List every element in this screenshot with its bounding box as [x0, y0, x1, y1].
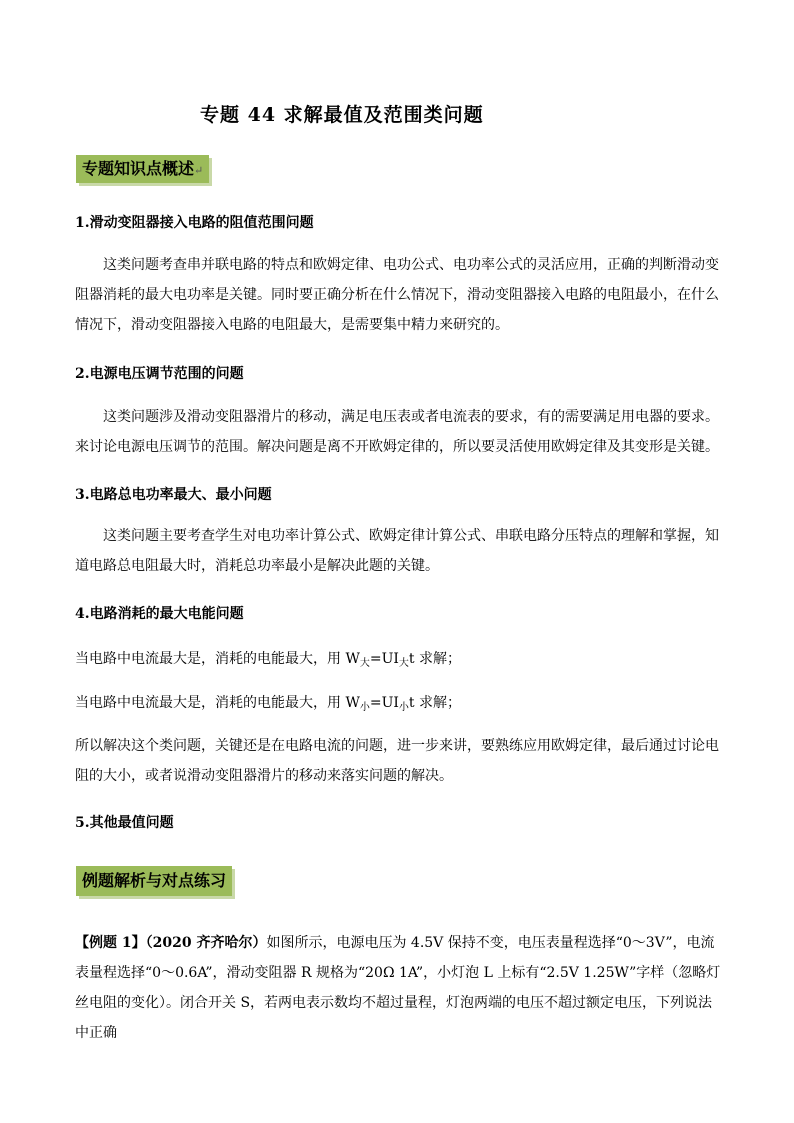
paragraph-4: 所以解决这个类问题，关键还是在电路电流的问题，进一步来讲，要熟练应用欧姆定律，最后通过讨论电阻的大小，或者说滑动变阻器滑片的移动来落实问题的解决。	[75, 738, 719, 784]
section-banner-overview	[76, 155, 209, 183]
formula-line-max	[75, 648, 461, 669]
paragraph-1: 这类问题考查串并联电路的特点和欧姆定律、电功公式、电功率公式的灵活应用，正确的判断滑动变阻器消耗的最大电功率是关键。同时要正确分析在什么情况下，滑动变阻器接入电路的电阻最小，在什么情况下，滑动变阻器接入电路的电阻最大，是需要集中精力来研究的。	[75, 257, 719, 333]
example-1	[75, 928, 725, 1048]
paragraph-3: 这类问题主要考查学生对电功率计算公式、欧姆定律计算公式、串联电路分压特点的理解和掌握，知道电路总电阻最大时，消耗总功率最小是解决此题的关键。	[75, 528, 719, 574]
heading-5: 5.其他最值问题	[75, 815, 174, 831]
example-source: （2020 齐齐哈尔）	[145, 935, 267, 951]
subscript: 小	[398, 702, 409, 713]
heading-3: 3.电路总电功率最大、最小问题	[75, 487, 272, 503]
page-title: 专题 44 求解最值及范围类问题	[200, 104, 484, 126]
banner-label: 专题知识点概述	[82, 159, 195, 178]
formula-text: =UI	[369, 651, 399, 667]
example-text: 如图所示，电源电压为 4.5V 保持不变，电压表量程选择“0～3V”，电流表量程选择“0～0.6A”，滑动变阻器 R 规格为“20Ω 1A”，小灯泡 L 上标有“2.5V 1.25W”字样（忽略灯丝电阻的变化）。闭合开关 S，若两电表示数均不超过量程，灯泡两端的电压不超过额定电压，下列说法中正确	[75, 935, 721, 1041]
subscript: 小	[359, 702, 370, 713]
formula-text: t 求解；	[408, 651, 461, 667]
subscript: 大	[359, 658, 370, 669]
paragraph-2: 这类问题涉及滑动变阻器滑片的移动，满足电压表或者电流表的要求，有的需要满足用电器的要求。来讨论电源电压调节的范围。解决问题是离不开欧姆定律的，所以要灵活使用欧姆定律及其变形是关键。	[75, 409, 719, 455]
formula-text: =UI	[369, 695, 399, 711]
paragraph-mark: ↵	[194, 164, 204, 177]
section-banner-examples	[76, 866, 232, 896]
subscript: 大	[398, 658, 409, 669]
heading-2: 2.电源电压调节范围的问题	[75, 366, 244, 382]
formula-text: 当电路中电流最大是，消耗的电能最大，用 W	[75, 651, 360, 667]
banner-label: 例题解析与对点练习	[82, 871, 227, 890]
heading-1: 1.滑动变阻器接入电路的阻值范围问题	[75, 215, 314, 231]
formula-line-min	[75, 692, 461, 713]
example-label: 【例题 1】	[75, 935, 146, 951]
heading-4: 4.电路消耗的最大电能问题	[75, 606, 244, 622]
formula-text: 当电路中电流最大是，消耗的电能最大，用 W	[75, 695, 360, 711]
formula-text: t 求解；	[408, 695, 461, 711]
